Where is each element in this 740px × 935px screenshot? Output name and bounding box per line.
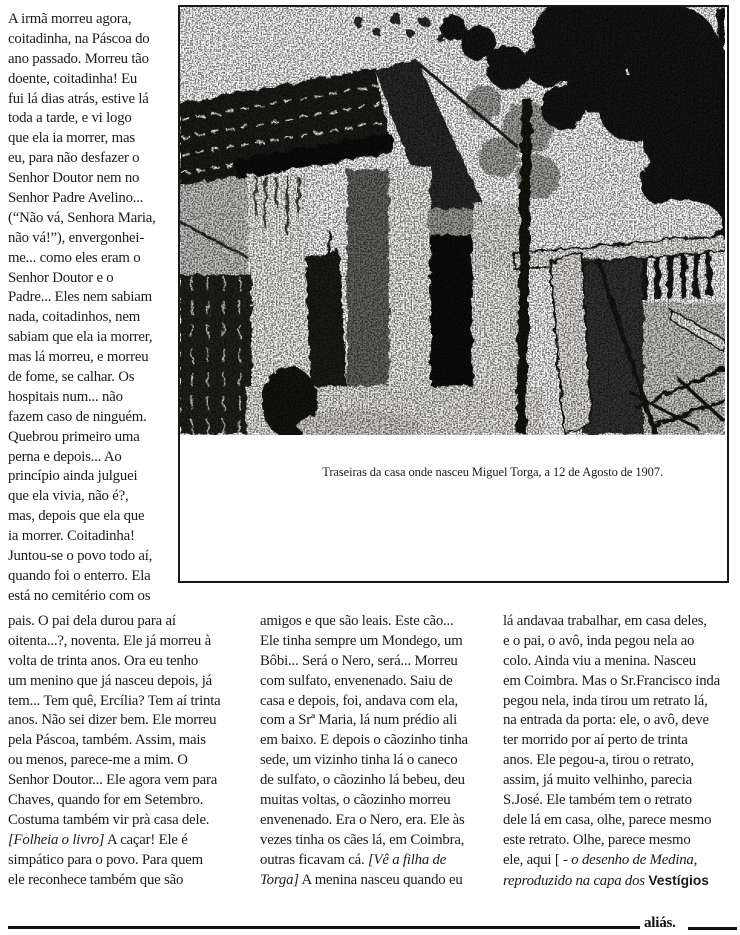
text-line: A irmã morreu agora,: [8, 11, 132, 27]
column-right: [503, 612, 740, 890]
text-line: ano passado. Morreu tão: [8, 50, 149, 67]
text-line: envenenado. Era o Nero, era. Ele às: [260, 811, 465, 828]
text-line: me... como eles eram o: [8, 249, 141, 266]
text-line: ou menos, parece-me a mim. O: [8, 752, 188, 769]
text-line: amigos e que são leais. Este cão...: [260, 613, 454, 629]
footer-rule-left: [8, 926, 640, 929]
text-line: casa e depois, foi, andava com ela,: [260, 692, 459, 709]
text-line: Chaves, quando for em Setembro.: [8, 792, 204, 809]
text-line: [Folheia o livro] A caçar! Ele é: [8, 831, 188, 848]
footer-rule-right: [688, 927, 737, 930]
figure-frame: [178, 5, 729, 583]
text-line: Bôbi... Será o Nero, será... Morreu: [260, 652, 458, 669]
text-line: com sulfato, envenenado. Saiu de: [260, 672, 453, 689]
text-line: não vá!”), envergonhei-: [8, 229, 145, 246]
figure-caption: Traseiras da casa onde nasceu Miguel Torga, a 12 de Agosto de 1907.: [322, 465, 663, 479]
text-line: que ela ia morrer, mas: [8, 130, 135, 147]
text-line: princípio ainda julguei: [8, 468, 138, 485]
text-line: sabiam que ela ia morrer,: [8, 329, 153, 346]
text-line: nada, coitadinhos, nem: [8, 309, 141, 326]
text-line: vezes tinha os cães lá, em Coimbra,: [260, 831, 465, 848]
text-line: muitas voltas, o cãozinho morreu: [260, 792, 451, 809]
text-line: pais. O pai dela durou para aí: [8, 613, 176, 629]
text-line: colo. Ainda viu a menina. Nasceu: [503, 652, 696, 669]
text-line: anos. Ele pegou-a, tirou o retrato,: [503, 752, 695, 769]
text-line: ele, aqui [ - o desenho de Medina,: [503, 851, 698, 868]
text-line: anos. Não sei dizer bem. Ele morreu: [8, 712, 217, 729]
text-line: volta de trinta anos. Ora eu tenho: [8, 652, 199, 669]
text-line: Senhor Padre Avelino...: [8, 190, 144, 207]
text-line: toda a tarde, e vi logo: [8, 110, 132, 127]
text-line: de sulfato, o cãozinho lá bebeu, deu: [260, 772, 465, 789]
text-line: Senhor Doutor... Ele agora vem para: [8, 772, 218, 789]
text-line: pela Páscoa, também. Assim, mais: [8, 732, 206, 749]
text-line: lá andavaa trabalhar, em casa deles,: [503, 613, 707, 629]
text-line: perna e depois... Ao: [8, 448, 122, 465]
text-line: Padre... Eles nem sabiam: [8, 289, 152, 306]
text-line: sede, um vizinho tinha lá o caneco: [260, 752, 458, 769]
text-line: este retrato. Olhe, parece mesmo: [503, 831, 691, 848]
text-line: coitadinha, na Páscoa do: [8, 30, 150, 47]
text-line: fui lá dias atrás, estive lá: [8, 90, 149, 107]
text-line: Juntou-se o povo todo aí,: [8, 548, 153, 565]
text-line: em Coimbra. Mas o Sr.Francisco inda: [503, 672, 720, 689]
text-line: dele lá em casa, olhe, parece mesmo: [503, 811, 712, 828]
text-line: de fome, se calhar. Os: [8, 369, 135, 386]
column-left-lower: [8, 612, 246, 890]
house-photo: [180, 7, 725, 435]
column-middle: [260, 612, 500, 890]
text-line: Ele tinha sempre um Mondego, um: [260, 632, 463, 649]
text-line: assim, já muito velhinho, parecia: [503, 772, 692, 789]
text-line: tem... Tem quê, Ercília? Tem aí trinta: [8, 692, 221, 709]
text-line: em baixo. E depois o cãozinho tinha: [260, 732, 468, 749]
text-line: ter morrido por aí perto de trinta: [503, 732, 688, 749]
text-line: um menino que já nasceu depois, já: [8, 672, 212, 689]
text-line: oitenta...?, noventa. Ele já morreu à: [8, 632, 211, 649]
text-line: que ela vivia, não é?,: [8, 488, 129, 505]
text-line: eu, para não desfazer o: [8, 150, 140, 167]
text-line: Quebrou primeiro uma: [8, 428, 140, 445]
column-left-upper: [8, 10, 180, 607]
text-line: e o pai, o avô, inda pegou nela ao: [503, 632, 695, 649]
text-line: está no cemitério com os: [8, 587, 151, 604]
text-line: mas, depois que ela que: [8, 508, 145, 525]
text-line: quando foi o enterro. Ela: [8, 567, 151, 584]
text-line: ia morrer. Coitadinha!: [8, 528, 135, 545]
text-line: Senhor Doutor e o: [8, 269, 114, 286]
text-line: Costuma também vir prà casa dele.: [8, 811, 210, 828]
text-line: simpático para o povo. Para quem: [8, 851, 203, 868]
text-line: na entrada da porta: ele, o avô, deve: [503, 712, 709, 729]
text-line: fazem caso de ninguém.: [8, 408, 147, 425]
masthead-label: aliás.: [644, 915, 676, 931]
text-line: outras ficavam cá. [Vê a filha de: [260, 851, 447, 868]
text-line: Torga] A menina nasceu quando eu: [260, 871, 463, 888]
text-line: pegou nela, inda tirou um retrato lá,: [503, 692, 708, 709]
text-line: ele reconhece também que são: [8, 871, 184, 888]
text-line: (“Não vá, Senhora Maria,: [8, 209, 156, 226]
text-line: hospitais num... não: [8, 388, 123, 405]
text-line: doente, coitadinha! Eu: [8, 70, 138, 87]
text-line: S.José. Ele também tem o retrato: [503, 792, 692, 809]
text-line: Senhor Doutor nem no: [8, 170, 140, 187]
text-line: reproduzido na capa dos Vestígios: [503, 872, 709, 889]
text-line: com a Srª Maria, lá num prédio ali: [260, 712, 457, 729]
text-line: mas lá morreu, e morreu: [8, 349, 149, 366]
